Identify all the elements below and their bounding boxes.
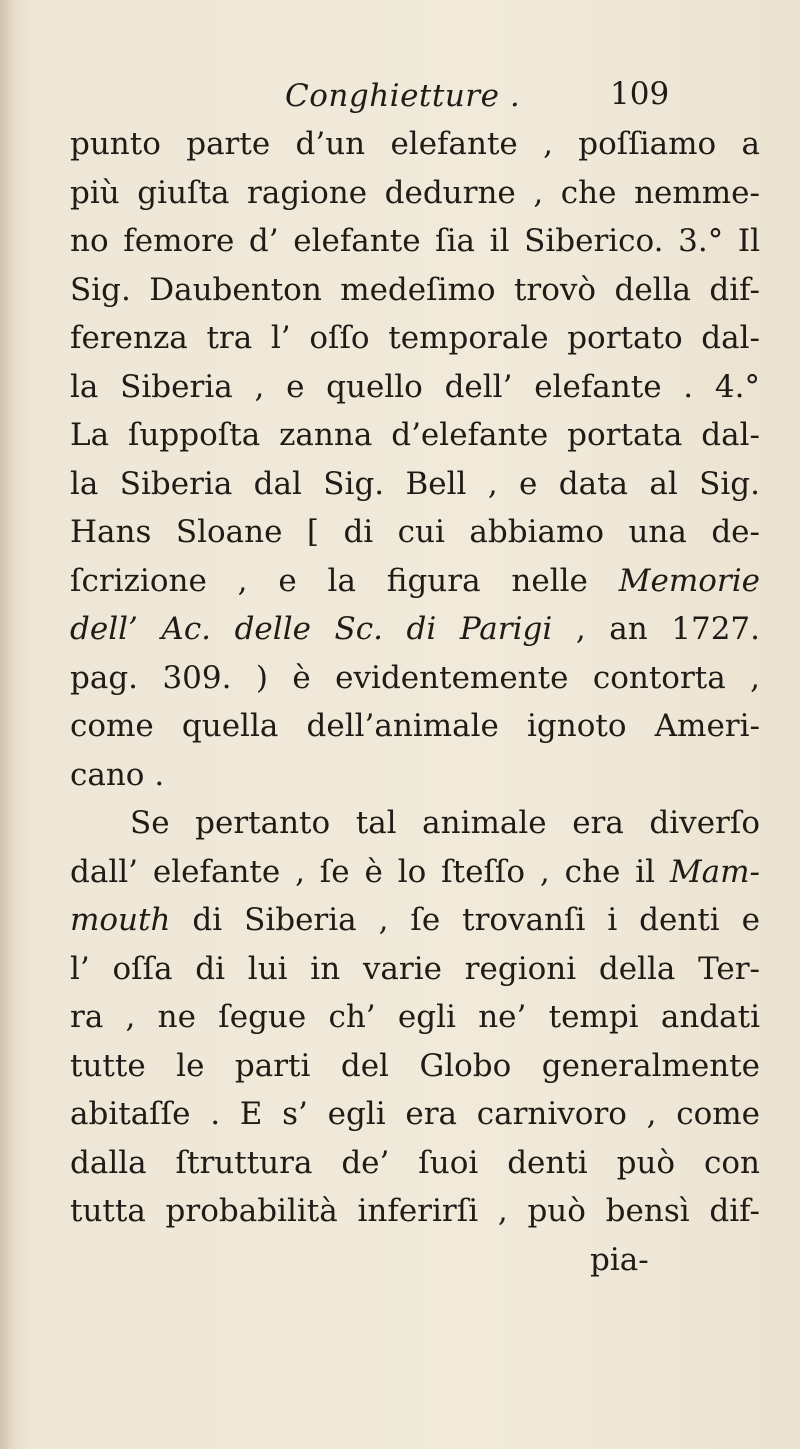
text-line: Se pertanto tal animale era diverſo [130,805,760,841]
text-line: mouth di Siberia , ſe trovanſi i denti e [70,902,760,938]
text-line: Hans Sloane [ di cui abbiamo una de- [70,514,760,550]
running-head [0,60,800,114]
text-line: abitaſſe . E s’ egli era carnivoro , come [70,1096,760,1132]
body-text [70,120,760,1284]
italic-title: dell’ Ac. delle Sc. di Parigi [70,611,553,647]
text-line: ſcrizione , e la figura nelle Memorie [70,562,760,599]
text-line: ra , ne ſegue ch’ egli ne’ tempi andati [70,999,760,1035]
text-line: no femore d’ elefante ſia il Siberico. 3.° Il [70,223,760,259]
text-line: dell’ Ac. delle Sc. di Parigi , an 1727. [70,611,760,647]
text-line: Sig. Daubenton medeſimo trovò della dif- [70,271,760,308]
text-line: come quella dell’animale ignoto Ameri- [70,708,760,744]
text-line: la Siberia , e quello dell’ elefante . 4.° [70,368,760,405]
binding-edge [0,0,14,1449]
text-line: ferenza tra l’ oſſo temporale portato dal- [70,320,760,356]
text-line: pag. 309. ) è evidentemente contorta , [70,659,760,696]
text-line: più giuſta ragione dedurne , che nemme- [70,174,760,211]
text-line: dall’ elefante , ſe è lo ſteſſo , che il Mam- [70,853,760,890]
text-line: dalla ſtruttura de’ ſuoi denti può con [70,1144,760,1181]
catchword: pia- [590,1241,649,1278]
text-line: punto parte d’un elefante , poſſiamo a [70,126,760,162]
text-line: cano . [70,756,165,793]
running-title: Conghietture . [285,78,521,114]
italic-term: mouth [70,902,171,938]
text-line: l’ oſſa di lui in varie regioni della Ter- [70,950,760,987]
text-line: tutte le parti del Globo generalmente [70,1047,760,1084]
text-line: tutta probabilità inferirſi , può bensì dif- [70,1193,760,1229]
page-number: 109 [610,76,670,112]
italic-term: Mam- [669,853,760,890]
text-line: La ſuppoſta zanna d’elefante portata dal- [70,417,760,453]
italic-title: Memorie [618,562,760,599]
text-line: la Siberia dal Sig. Bell , e data al Sig. [70,465,760,502]
